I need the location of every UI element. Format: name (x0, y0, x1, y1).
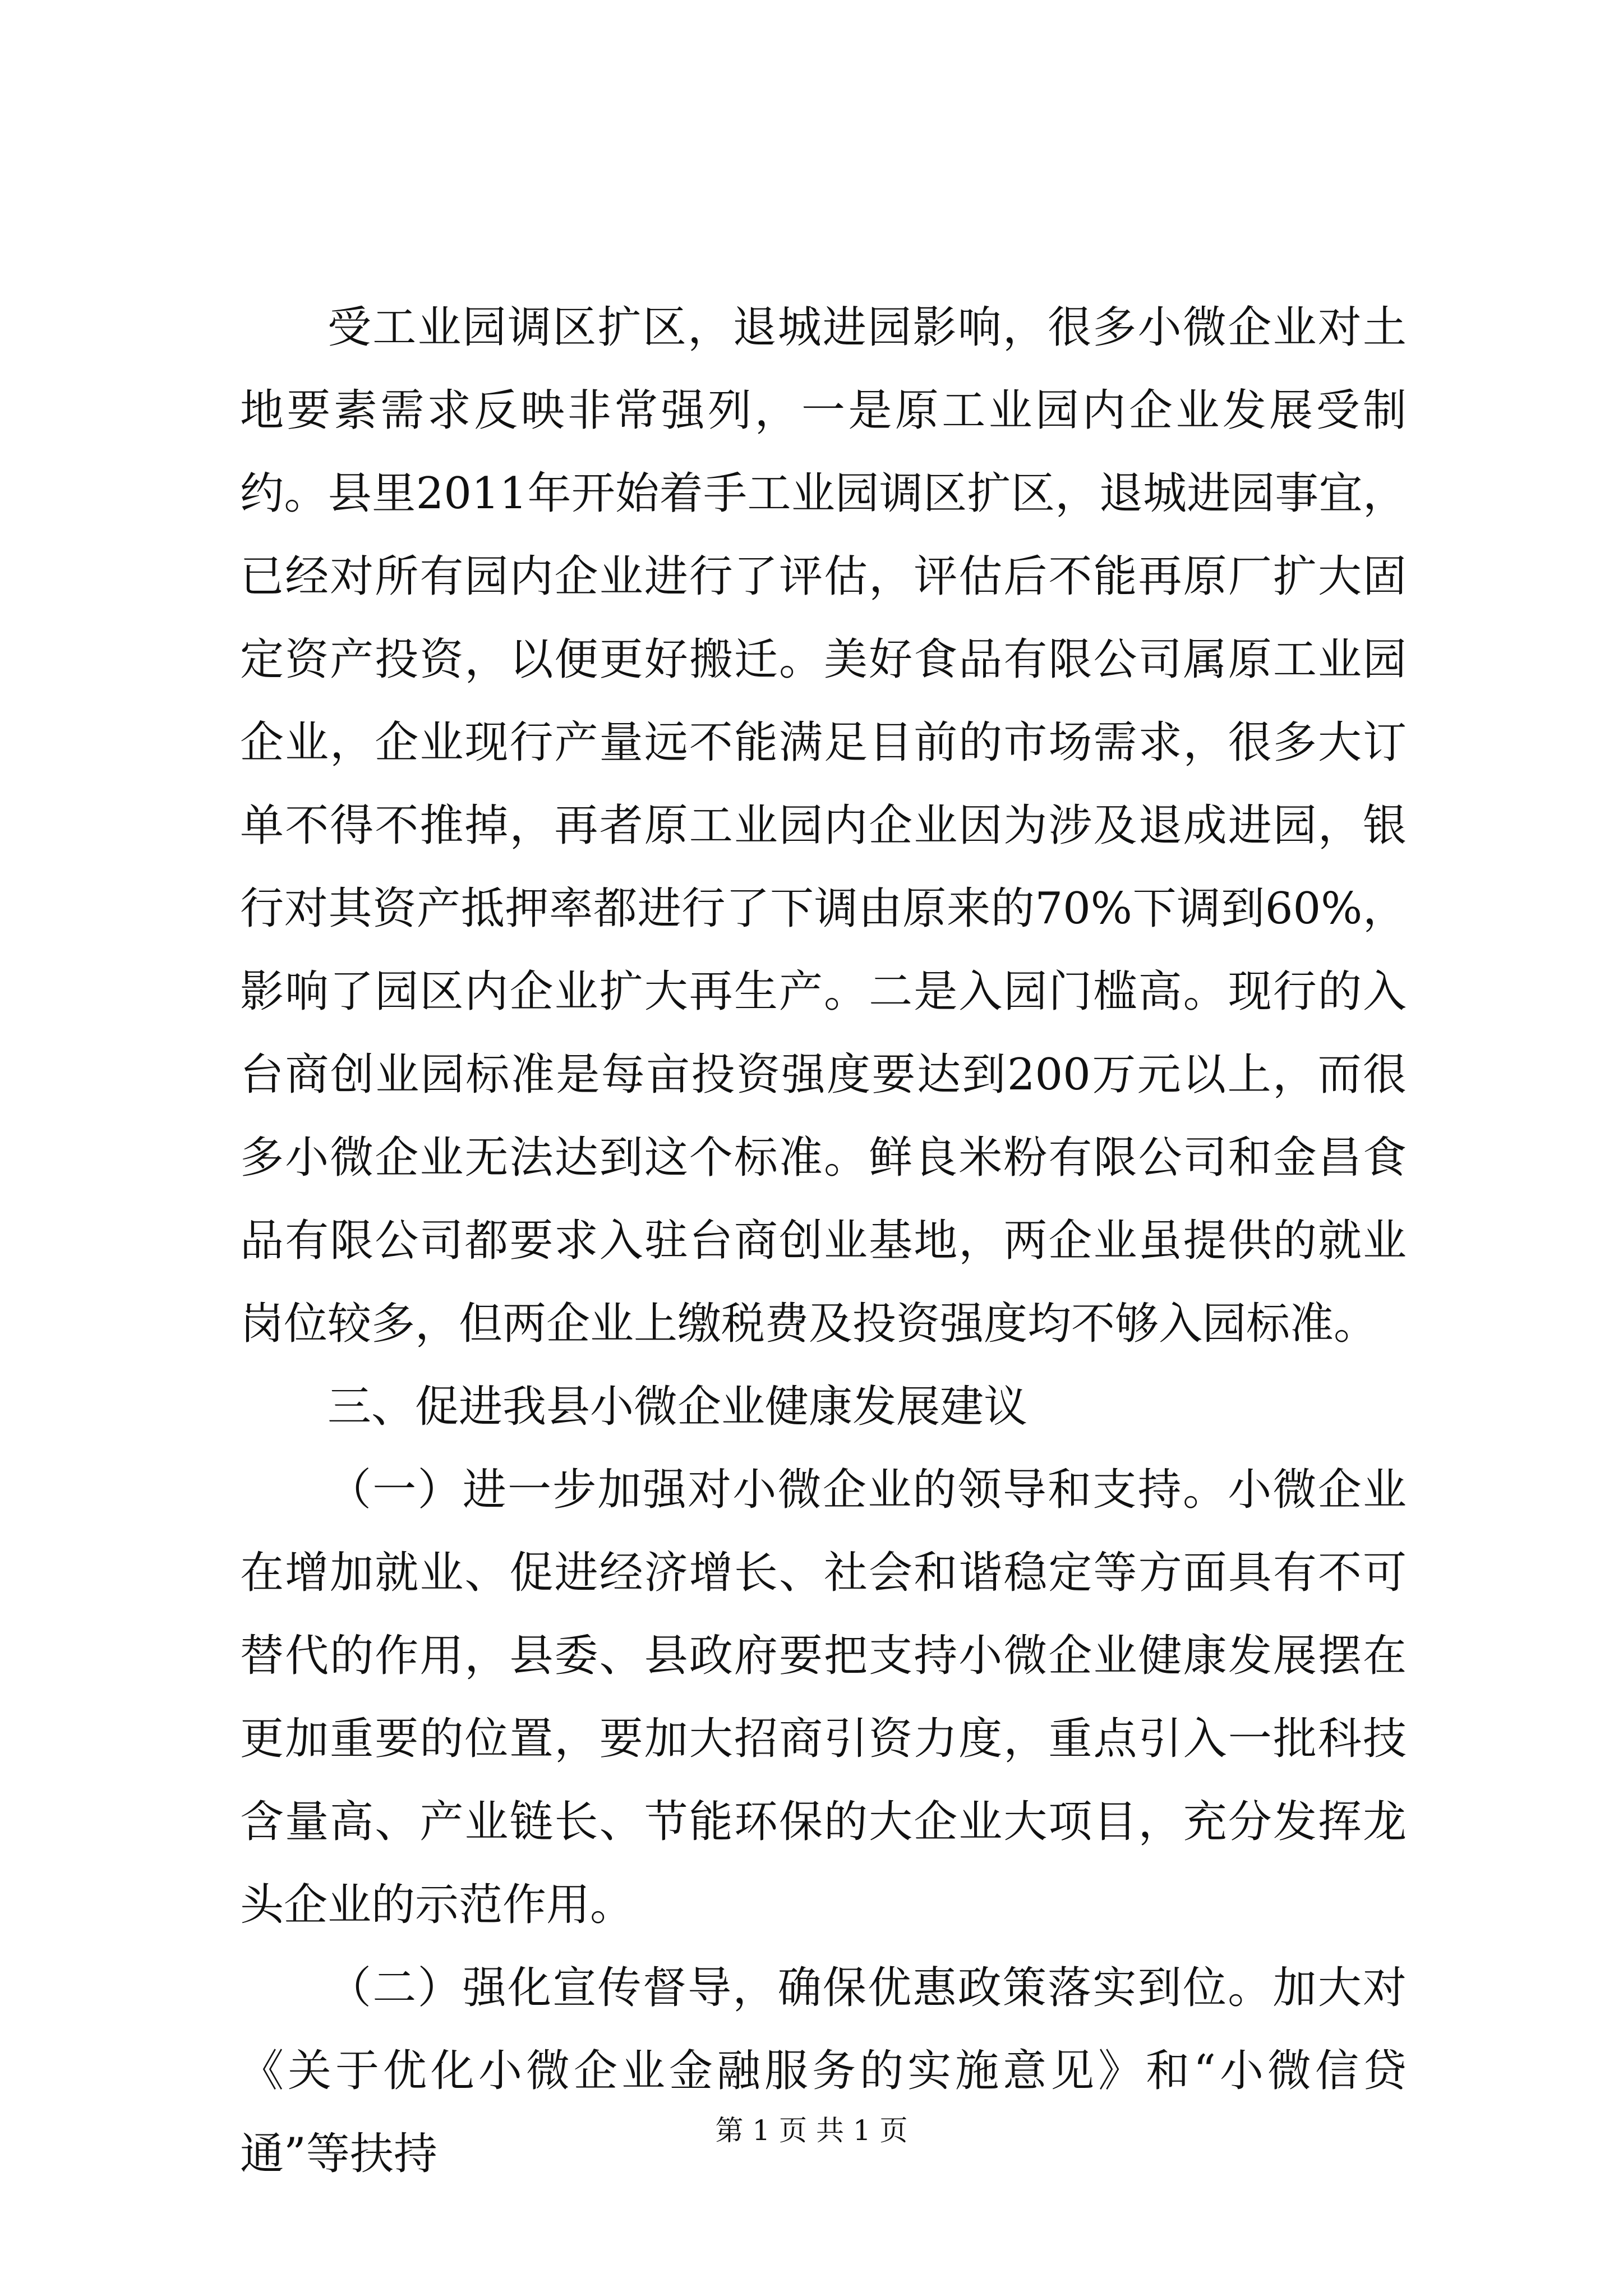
page-number-footer: 第 1 页 共 1 页 (715, 2114, 908, 2147)
paragraph-policy-publicity: （二）强化宣传督导，确保优惠政策落实到位。加大对《关于优化小微企业金融服务的实施意见》和“小微信贷通”等扶持 (240, 1963, 1407, 2179)
document-body (240, 286, 1407, 2196)
paragraph-leadership-support: （一）进一步加强对小微企业的领导和支持。小微企业在增加就业、促进经济增长、社会和谐稳定等方面具有不可替代的作用，县委、县政府要把支持小微企业健康发展摆在更加重要的位置，要加大招商引资力度，重点引入一批科技含量高、产业链长、节能环保的大企业大项目，充分发挥龙头企业的示范作用。 (240, 1465, 1407, 1930)
section-heading-suggestions: 三、促进我县小微企业健康发展建议 (328, 1382, 1028, 1432)
paragraph-land-factors: 受工业园调区扩区，退城进园影响，很多小微企业对土地要素需求反映非常强列，一是原工业园内企业发展受制约。县里2011年开始着手工业园调区扩区，退城进园事宜，已经对所有园内企业进行了评估，评估后不能再原厂扩大固定资产投资，以便更好搬迁。美好食品有限公司属原工业园企业，企业现行产量远不能满足目前的市场需求，很多大订单不得不推掉，再者原工业园内企业因为涉及退成进园，银行对其资产抵押率都进行了下调由原来的70%下调到60%，影响了园区内企业扩大再生产。二是入园门槛高。现行的入台商创业园标准是每亩投资强度要达到200万元以上，而很多小微企业无法达到这个标准。鲜良米粉有限公司和金昌食品有限公司都要求入驻台商创业基地，两企业虽提供的就业岗位较多，但两企业上缴税费及投资强度均不够入园标准。 (240, 302, 1407, 1349)
